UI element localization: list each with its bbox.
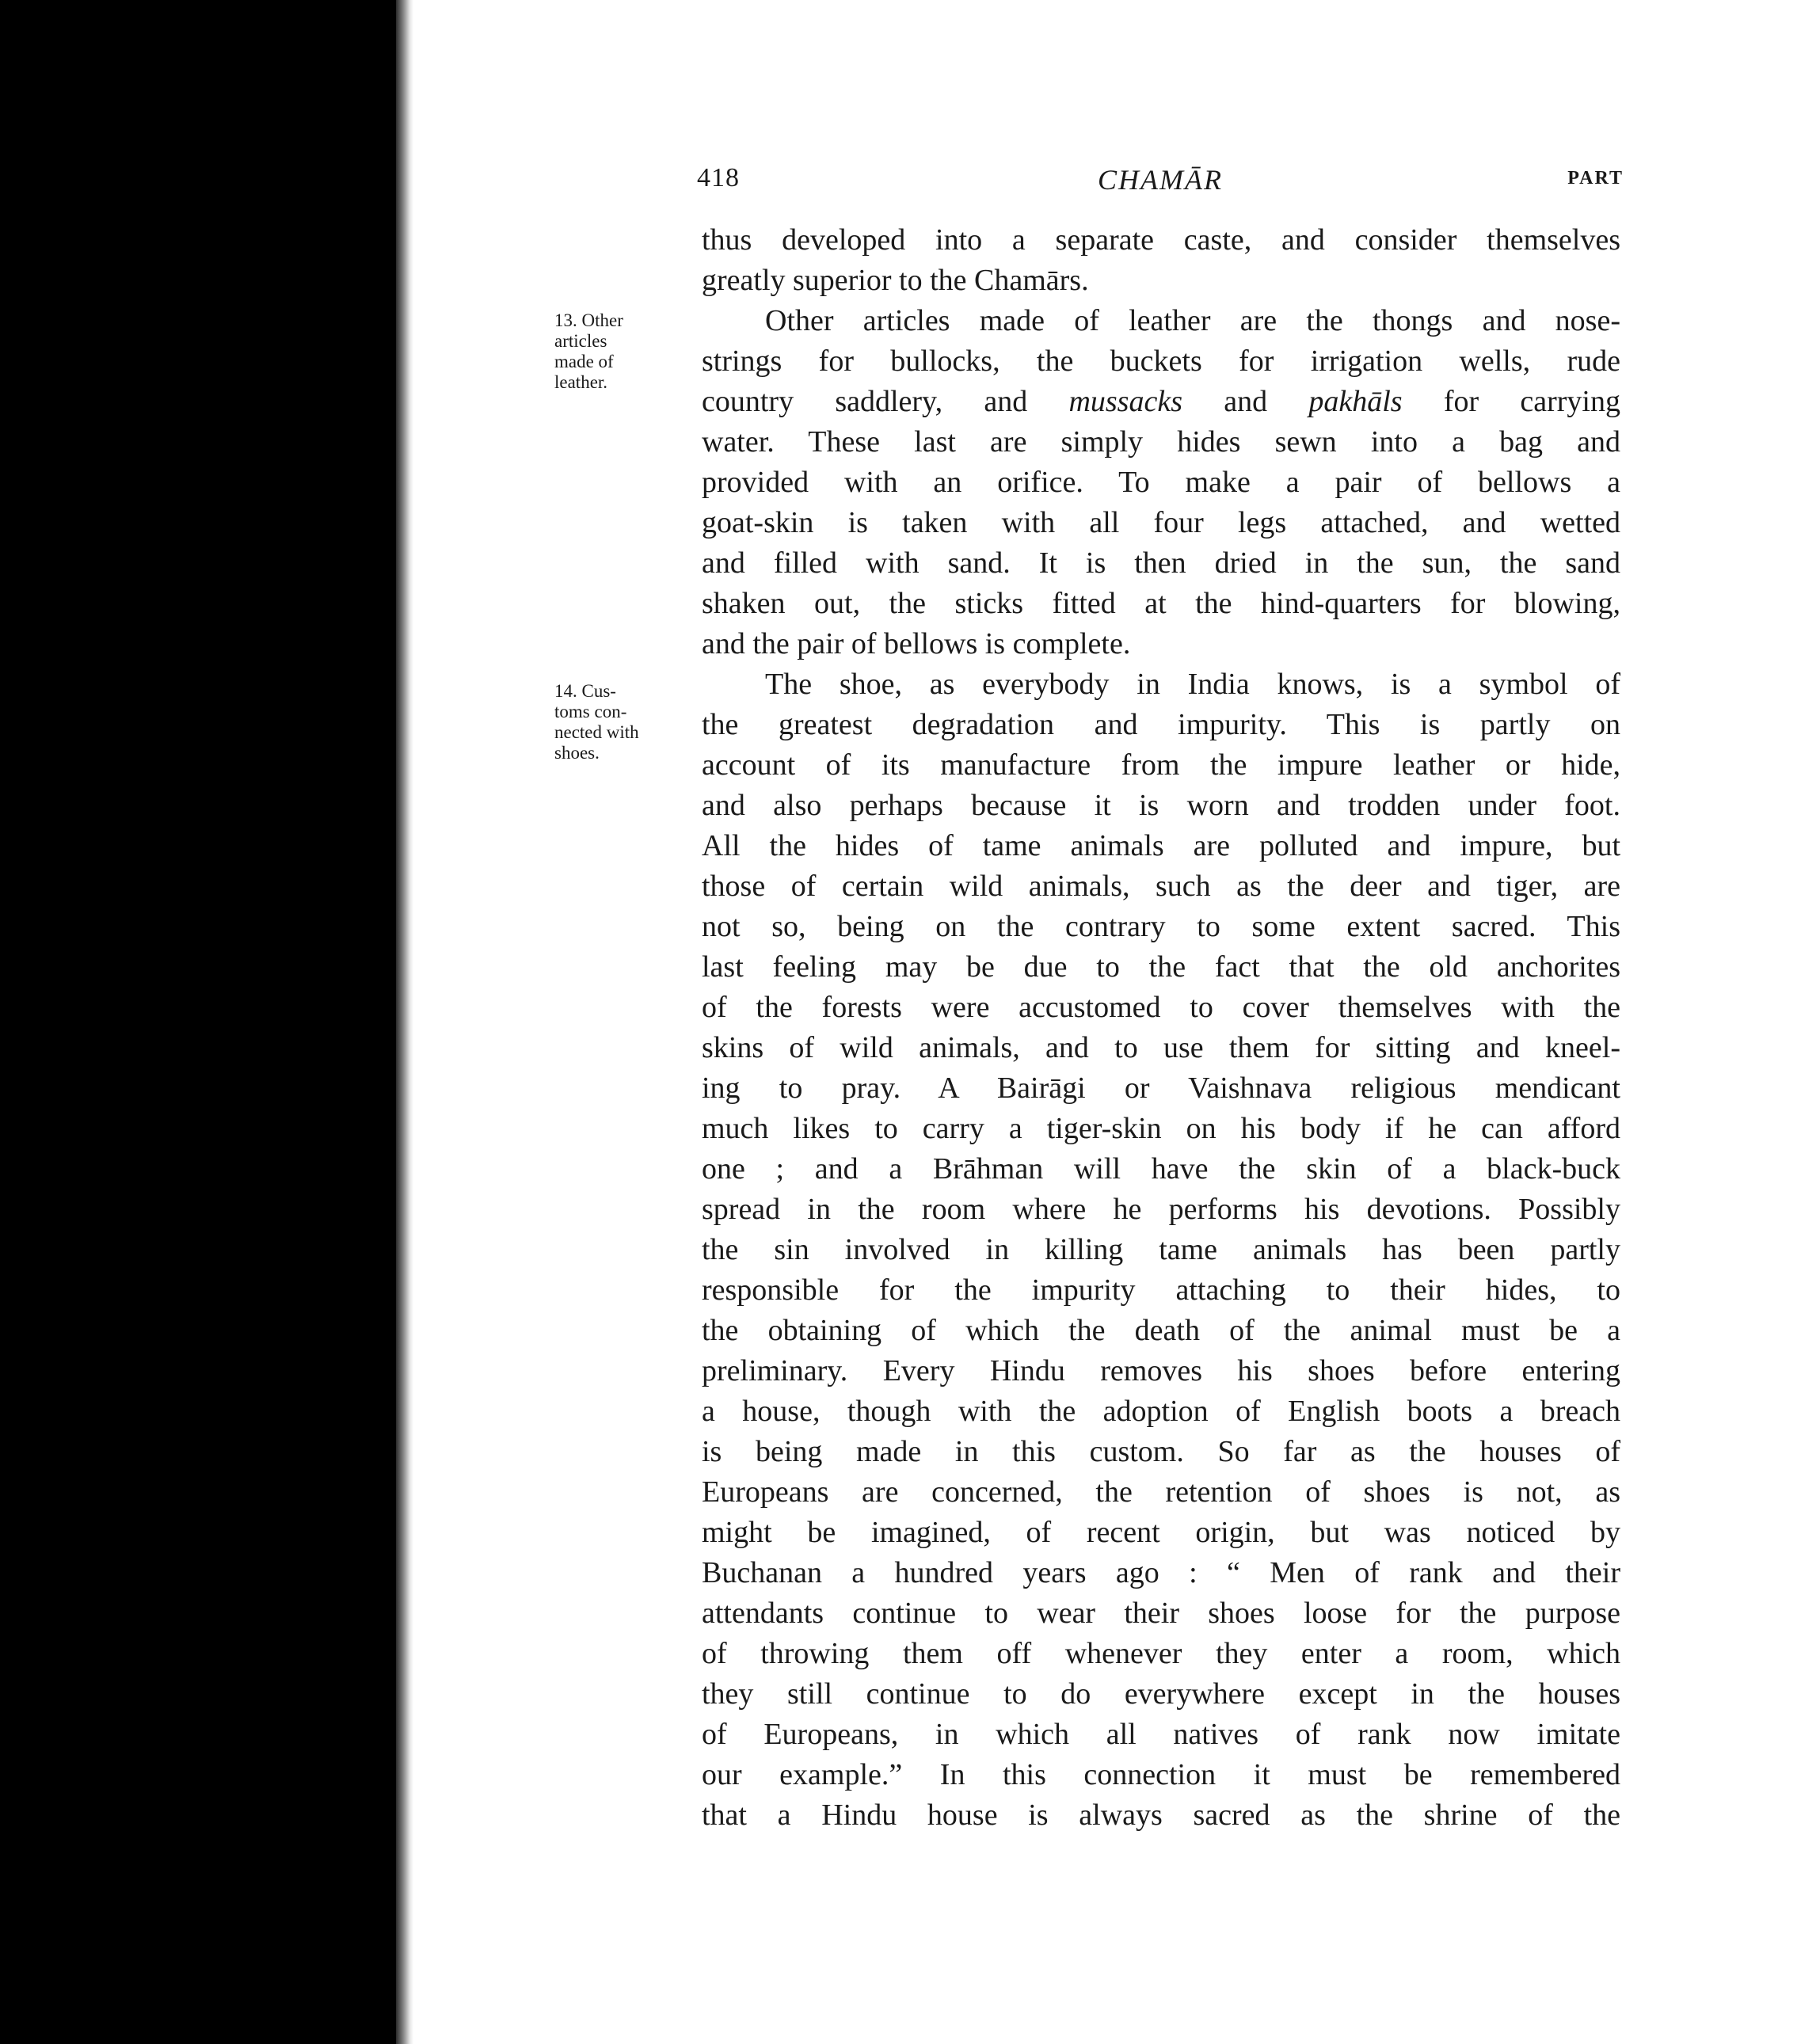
page-number: 418 [697, 163, 740, 192]
text-line: spread in the room where he performs his devotions. Possibly [702, 1193, 1620, 1226]
text-line: Buchanan a hundred years ago : “ Men of rank and their [702, 1556, 1620, 1589]
text-line: much likes to carry a tiger-skin on his body if he can afford [702, 1112, 1620, 1145]
text-line: of Europeans, in which all natives of rank now imitate [702, 1718, 1620, 1751]
text-line: a house, though with the adoption of English boots a breach [702, 1395, 1620, 1428]
marginal-note-line: 14. Cus- [554, 681, 616, 701]
marginal-note-line: leather. [554, 372, 608, 392]
text-line: All the hides of tame animals are polluted and impure, but [702, 829, 1620, 862]
text-line: one ; and a Brāhman will have the skin of a black-buck [702, 1152, 1620, 1186]
text-line: those of certain wild animals, such as the deer and tiger, are [702, 870, 1620, 903]
marginal-note-14 [554, 681, 689, 763]
scan-edge-shadow [396, 0, 413, 2044]
text-line: water. These last are simply hides sewn into a bag and [702, 425, 1620, 459]
text-line: that a Hindu house is always sacred as the shrine of the [702, 1798, 1620, 1832]
text-line: greatly superior to the Chamārs. [702, 264, 1089, 297]
text-line: and filled with sand. It is then dried in the sun, the sand [702, 546, 1620, 580]
text-line: the greatest degradation and impurity. This is partly on [702, 708, 1620, 741]
marginal-note-line: made of [554, 352, 614, 371]
text-line: might be imagined, of recent origin, but was noticed by [702, 1516, 1620, 1549]
text-line: of throwing them off whenever they enter a room, which [702, 1637, 1620, 1670]
paragraph-start-line: Other articles made of leather are the thongs and nose- [765, 304, 1620, 337]
text-line: they still continue to do everywhere except in the houses [702, 1677, 1620, 1711]
marginal-note-line: nected with [554, 722, 639, 742]
scan-dark-edge [0, 0, 396, 2044]
text-line: and the pair of bellows is complete. [702, 627, 1131, 660]
text-line: attendants continue to wear their shoes loose for the purpose [702, 1597, 1620, 1630]
text-line: thus developed into a separate caste, and consider themselves [702, 223, 1620, 257]
body-text [702, 220, 1620, 1836]
text-line: not so, being on the contrary to some extent sacred. This [702, 910, 1620, 943]
text-line: strings for bullocks, the buckets for irrigation wells, rude [702, 344, 1620, 378]
part-label: PART [1567, 168, 1624, 188]
text-line: responsible for the impurity attaching to their hides, to [702, 1273, 1620, 1307]
page-header [697, 163, 1624, 206]
text-line: provided with an orifice. To make a pair of bellows a [702, 466, 1620, 499]
marginal-note-line: articles [554, 331, 607, 351]
text-line: the sin involved in killing tame animals has been partly [702, 1233, 1620, 1266]
text-line: last feeling may be due to the fact that the old anchorites [702, 950, 1620, 984]
text-line: skins of wild animals, and to use them for sitting and kneel- [702, 1031, 1620, 1064]
text-line: the obtaining of which the death of the animal must be a [702, 1314, 1620, 1347]
text-line: preliminary. Every Hindu removes his shoes before entering [702, 1354, 1620, 1387]
text-line: is being made in this custom. So far as the houses of [702, 1435, 1620, 1468]
text-line: goat-skin is taken with all four legs attached, and wetted [702, 506, 1620, 539]
marginal-note-line: toms con- [554, 702, 627, 721]
marginal-note-13 [554, 310, 689, 393]
text-line: ing to pray. A Bairāgi or Vaishnava religious mendicant [702, 1071, 1620, 1105]
paragraph-start-line: The shoe, as everybody in India knows, is a symbol of [765, 668, 1620, 701]
text-line: shaken out, the sticks fitted at the hind-quarters for blowing, [702, 587, 1620, 620]
text-line: country saddlery, and mussacks and pakhāls for carrying [702, 385, 1620, 418]
text-line: of the forests were accustomed to cover themselves with the [702, 991, 1620, 1024]
text-line: our example.” In this connection it must be remembered [702, 1758, 1620, 1791]
text-line: Europeans are concerned, the retention of shoes is not, as [702, 1475, 1620, 1509]
text-line: and also perhaps because it is worn and trodden under foot. [702, 789, 1620, 822]
running-title: CHAMĀR [1098, 164, 1223, 196]
marginal-note-line: shoes. [554, 743, 600, 763]
marginal-note-line: 13. Other [554, 310, 623, 330]
text-line: account of its manufacture from the impure leather or hide, [702, 748, 1620, 782]
